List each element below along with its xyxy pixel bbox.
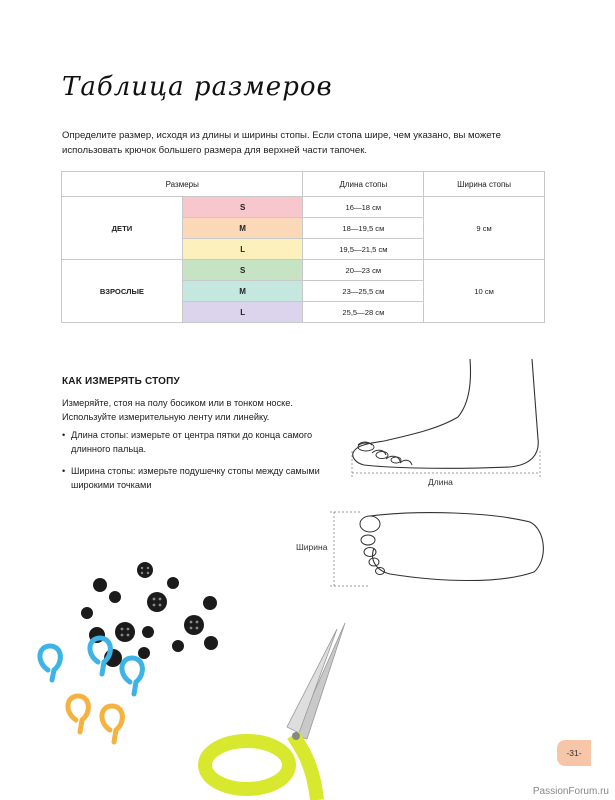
- size-cell: L: [182, 239, 303, 260]
- length-cell: 25,5—28 см: [303, 302, 424, 323]
- width-label: Ширина: [296, 542, 328, 552]
- intro-text: Определите размер, исходя из длины и ширины стопы. Если стопа шире, чем указано, вы можете использовать крючок большего размера для верхней части тапочек.: [62, 130, 501, 156]
- header-width: Ширина стопы: [424, 172, 545, 197]
- scissors-photo: [195, 615, 355, 800]
- foot-top-view-illustration: [330, 508, 550, 588]
- group-label-kids: ДЕТИ: [62, 197, 183, 260]
- header-sizes: Размеры: [62, 172, 303, 197]
- howto-bullets: [62, 428, 327, 500]
- size-cell: M: [182, 218, 303, 239]
- list-item: • Ширина стопы: измерьте подушечку стопы между самыми широкими точками: [62, 466, 320, 490]
- stitch-markers-photo: [30, 640, 160, 750]
- howto-heading: КАК ИЗМЕРЯТЬ СТОПУ: [62, 376, 180, 387]
- length-label: Длина: [428, 477, 453, 487]
- length-cell: 16—18 см: [303, 197, 424, 218]
- size-cell: S: [182, 260, 303, 281]
- size-cell: L: [182, 302, 303, 323]
- foot-side-view-illustration: [340, 355, 560, 490]
- table-row: [62, 260, 545, 281]
- size-table: [61, 171, 545, 323]
- width-cell-kids: 9 см: [424, 197, 545, 260]
- table-row: [62, 197, 545, 218]
- length-cell: 18—19,5 см: [303, 218, 424, 239]
- size-cell: S: [182, 197, 303, 218]
- length-cell: 19,5—21,5 см: [303, 239, 424, 260]
- width-cell-adults: 10 см: [424, 260, 545, 323]
- watermark: PassionForum.ru: [532, 786, 609, 797]
- length-cell: 23—25,5 см: [303, 281, 424, 302]
- header-length: Длина стопы: [303, 172, 424, 197]
- group-label-adults: ВЗРОСЛЫЕ: [62, 260, 183, 323]
- page-title: Таблица размеров: [62, 72, 333, 102]
- length-cell: 20—23 см: [303, 260, 424, 281]
- list-item: • Длина стопы: измерьте от центра пятки до конца самого длинного пальца.: [62, 430, 313, 454]
- page-number: -31-: [557, 740, 591, 766]
- size-cell: M: [182, 281, 303, 302]
- howto-paragraph: Измеряйте, стоя на полу босиком или в тонком носке. Используйте измерительную ленту или линейку.: [62, 398, 293, 422]
